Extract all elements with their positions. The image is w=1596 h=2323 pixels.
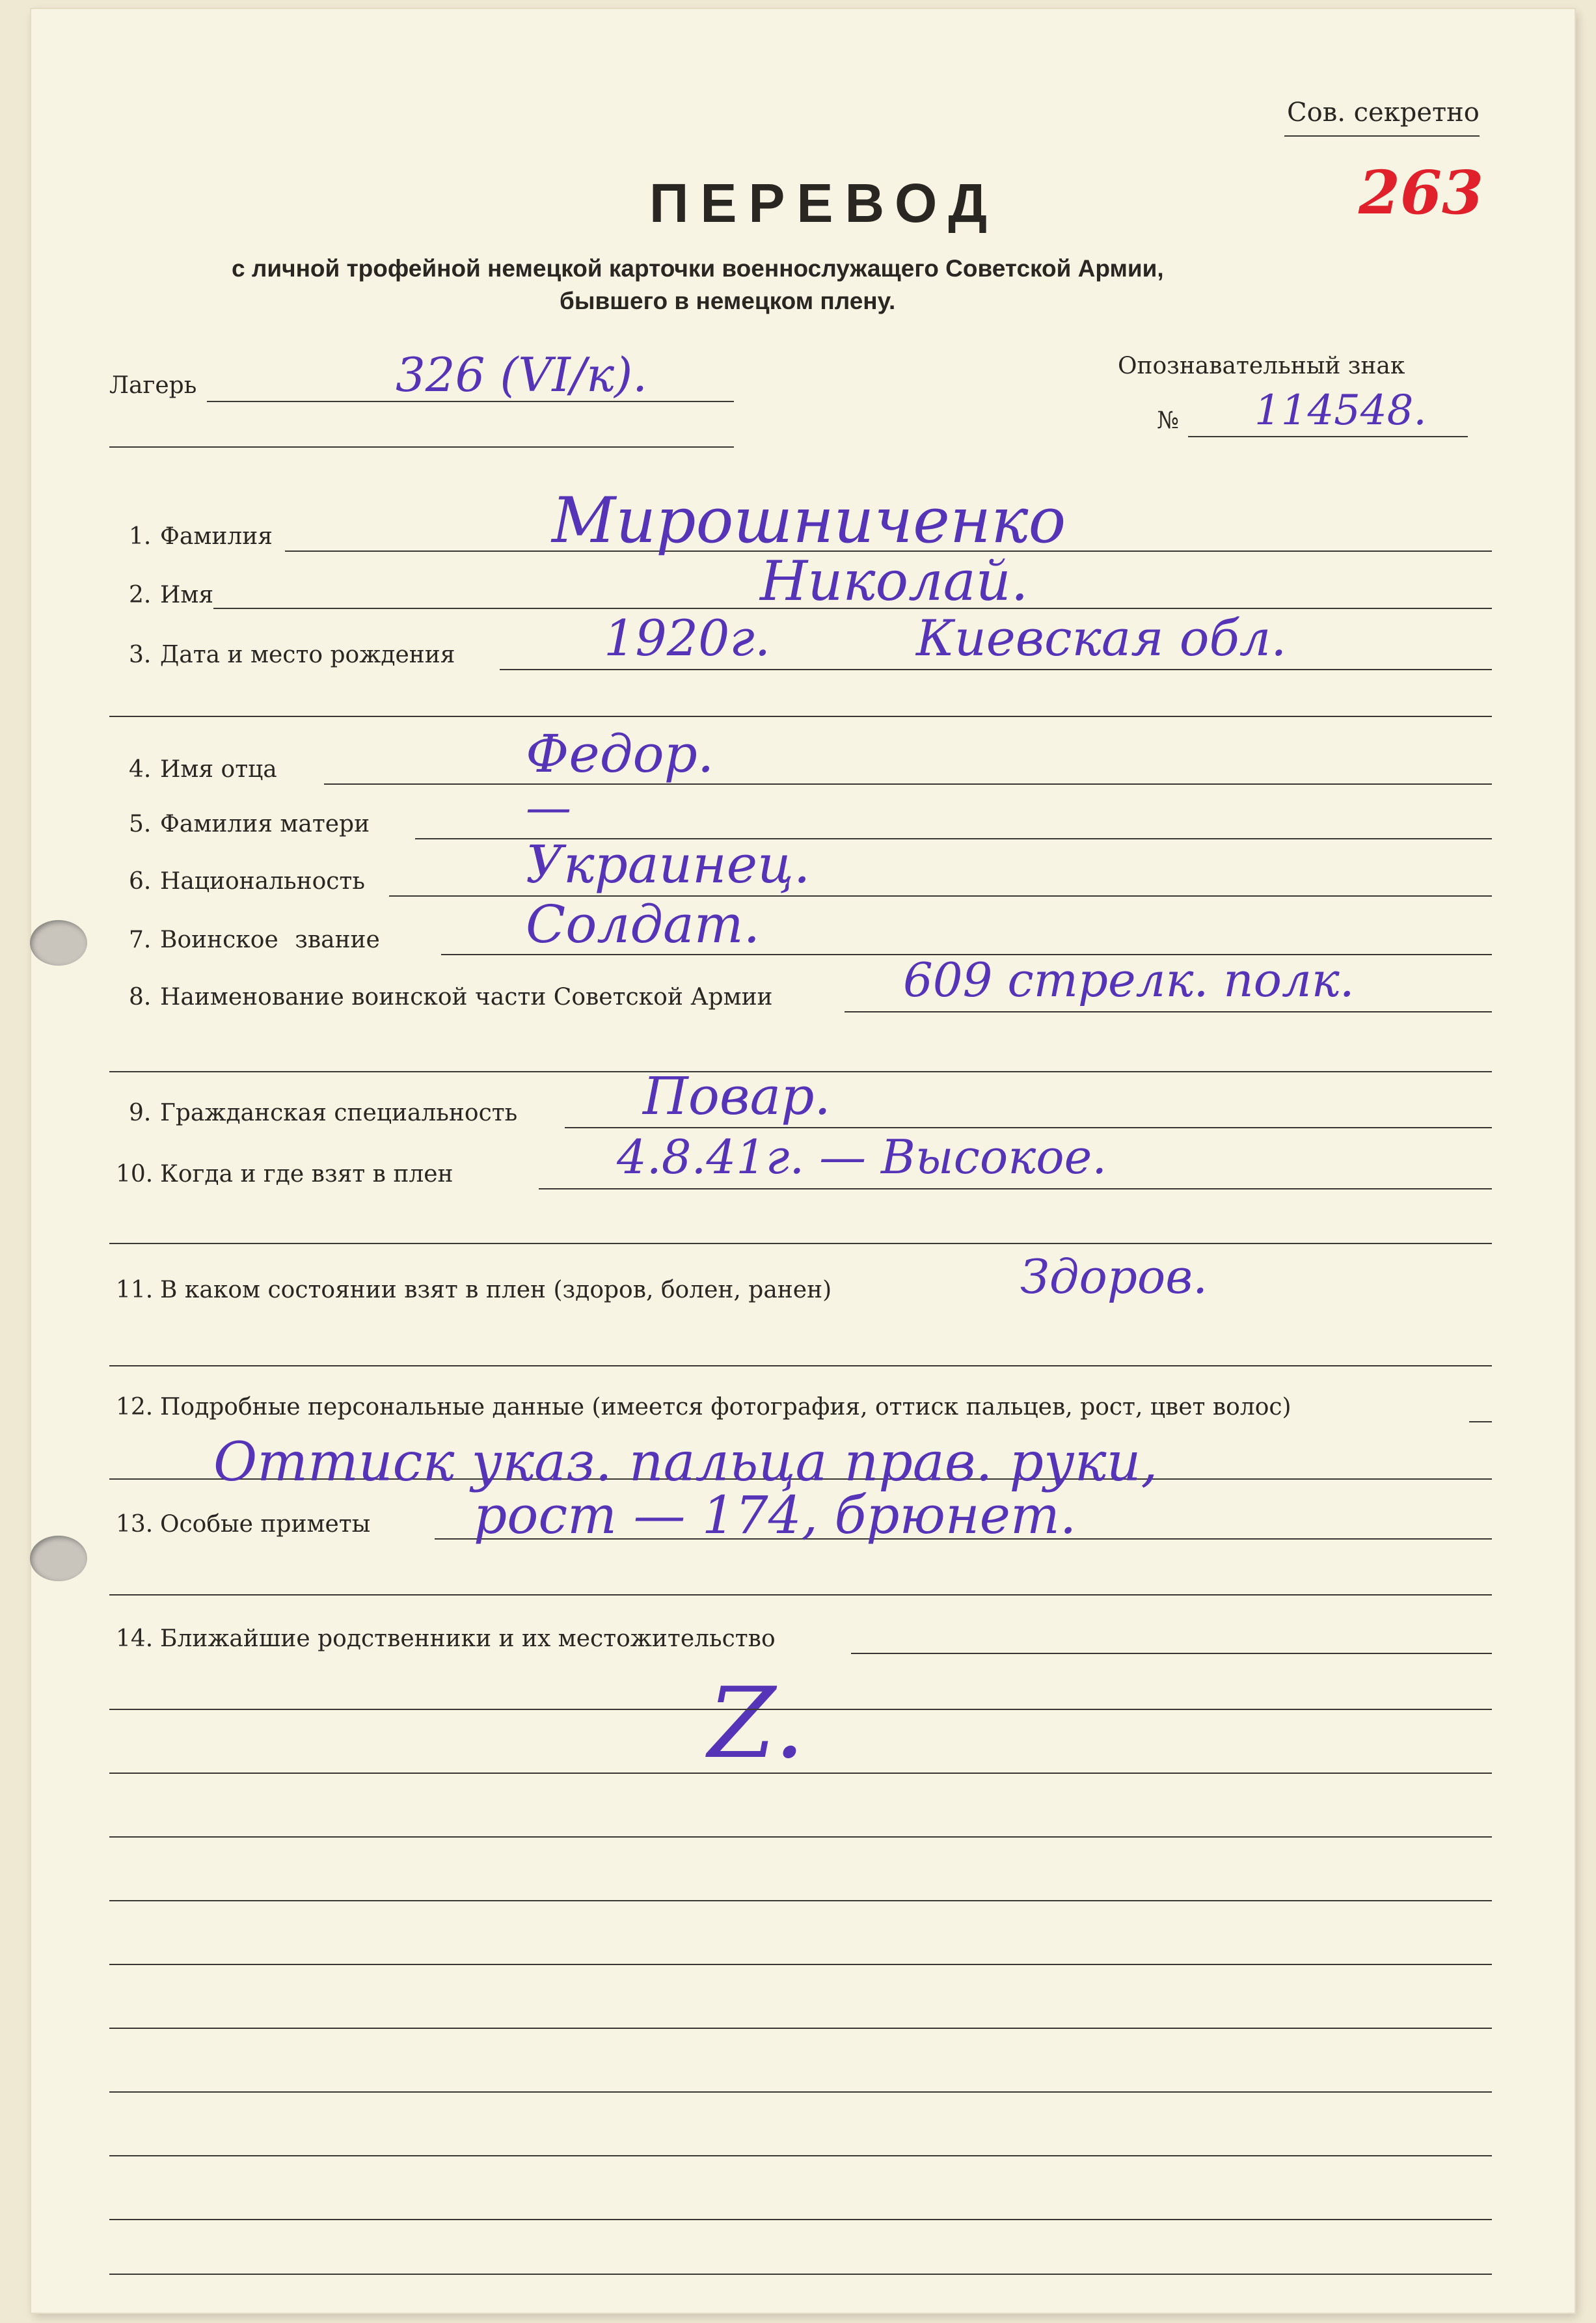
document-page bbox=[31, 9, 1575, 2313]
field-6-number: 6. bbox=[129, 868, 152, 895]
field-5-label: Фамилия матери bbox=[160, 811, 370, 837]
field-7-value: Солдат. bbox=[526, 894, 760, 955]
page-title: ПЕРЕВОД bbox=[649, 172, 999, 234]
field-8-line bbox=[845, 1011, 1492, 1012]
field-3-place-value: Киевская обл. bbox=[916, 609, 1287, 667]
identification-label: Опознавательный знак bbox=[1118, 353, 1405, 379]
field-2-value: Николай. bbox=[760, 549, 1029, 613]
field-12-label: Подробные персональные данные (имеется фотография, оттиск пальцев, рост, цвет волос) bbox=[160, 1394, 1292, 1420]
page-subtitle-line1: с личной трофейной немецкой карточки военнослужащего Советской Армии, bbox=[232, 255, 1164, 282]
field-11-line bbox=[109, 1365, 1492, 1366]
classification-underline bbox=[1284, 135, 1480, 137]
field-12-number: 12. bbox=[116, 1394, 154, 1420]
identification-value: 114548. bbox=[1254, 387, 1427, 435]
field-4-label: Имя отца bbox=[160, 756, 277, 783]
field-11-value: Здоров. bbox=[1020, 1249, 1208, 1304]
field-12-value: Оттиск указ. пальца прав. руки, bbox=[213, 1432, 1158, 1493]
field-3-date-value: 1920г. bbox=[604, 609, 770, 667]
field-4-line bbox=[324, 783, 1492, 785]
blank-line bbox=[109, 1773, 1492, 1774]
field-13-line-2 bbox=[109, 1594, 1492, 1596]
blank-line bbox=[109, 2091, 1492, 2093]
field-3-line bbox=[500, 669, 1492, 670]
field-13-number: 13. bbox=[116, 1511, 154, 1538]
field-9-number: 9. bbox=[129, 1100, 152, 1126]
field-5-number: 5. bbox=[129, 811, 152, 837]
blank-line bbox=[109, 2274, 1492, 2275]
field-13-label: Особые приметы bbox=[160, 1511, 371, 1538]
field-1-label: Фамилия bbox=[160, 523, 273, 550]
handwritten-document-number: 263 bbox=[1359, 157, 1484, 228]
field-10-value: 4.8.41г. — Высокое. bbox=[617, 1130, 1107, 1184]
blank-line bbox=[109, 2155, 1492, 2156]
field-14-number: 14. bbox=[116, 1625, 154, 1652]
field-2-number: 2. bbox=[129, 582, 152, 608]
field-7-label: Воинское звание bbox=[160, 927, 380, 953]
field-13-value: рост — 174, брюнет. bbox=[474, 1485, 1077, 1545]
field-8-label: Наименование воинской части Советской Армии bbox=[160, 984, 773, 1011]
field-9-value: Повар. bbox=[643, 1066, 831, 1126]
page-subtitle-line2: бывшего в немецком плену. bbox=[560, 288, 896, 314]
field-14-label: Ближайшие родственники и их местожительство bbox=[160, 1625, 776, 1652]
field-14-value: Z. bbox=[708, 1667, 805, 1780]
field-6-label: Национальность bbox=[160, 868, 365, 895]
identification-line bbox=[1188, 436, 1468, 437]
field-3-line-2 bbox=[109, 716, 1492, 717]
field-5-value: — bbox=[526, 781, 571, 834]
field-11-label: В каком состоянии взят в плен (здоров, болен, ранен) bbox=[160, 1277, 832, 1303]
field-10-number: 10. bbox=[116, 1161, 154, 1188]
field-11-number: 11. bbox=[116, 1277, 154, 1303]
punch-hole-lower bbox=[30, 1536, 87, 1581]
field-10-line-2 bbox=[109, 1243, 1492, 1244]
field-1-number: 1. bbox=[129, 523, 152, 550]
field-7-number: 7. bbox=[129, 927, 152, 953]
camp-line-2 bbox=[109, 446, 734, 448]
field-2-label: Имя bbox=[160, 582, 214, 608]
blank-line bbox=[109, 1836, 1492, 1838]
blank-line bbox=[109, 1964, 1492, 1965]
field-10-line bbox=[539, 1188, 1492, 1189]
field-4-value: Федор. bbox=[526, 724, 714, 784]
field-6-value: Украинец. bbox=[526, 834, 811, 895]
blank-line bbox=[109, 2028, 1492, 2029]
field-9-label: Гражданская специальность bbox=[160, 1100, 518, 1126]
blank-line bbox=[109, 2219, 1492, 2220]
field-3-label: Дата и место рождения bbox=[160, 642, 455, 668]
field-8-number: 8. bbox=[129, 984, 152, 1011]
field-3-number: 3. bbox=[129, 642, 152, 668]
camp-value: 326 (VI/к). bbox=[396, 347, 648, 402]
field-12-line bbox=[1469, 1421, 1492, 1422]
blank-line bbox=[109, 1900, 1492, 1901]
field-4-number: 4. bbox=[129, 756, 152, 783]
punch-hole-upper bbox=[30, 920, 87, 966]
blank-line bbox=[109, 1709, 1492, 1710]
field-14-line bbox=[851, 1653, 1492, 1654]
identification-number-sign: № bbox=[1157, 407, 1180, 434]
field-9-line bbox=[565, 1127, 1492, 1128]
field-10-label: Когда и где взят в плен bbox=[160, 1161, 453, 1188]
field-8-value: 609 стрелк. полк. bbox=[903, 953, 1355, 1007]
camp-label: Лагерь bbox=[109, 372, 197, 399]
field-1-value: Мирошниченко bbox=[552, 484, 1066, 557]
classification-stamp: Сов. секретно bbox=[1287, 98, 1480, 128]
